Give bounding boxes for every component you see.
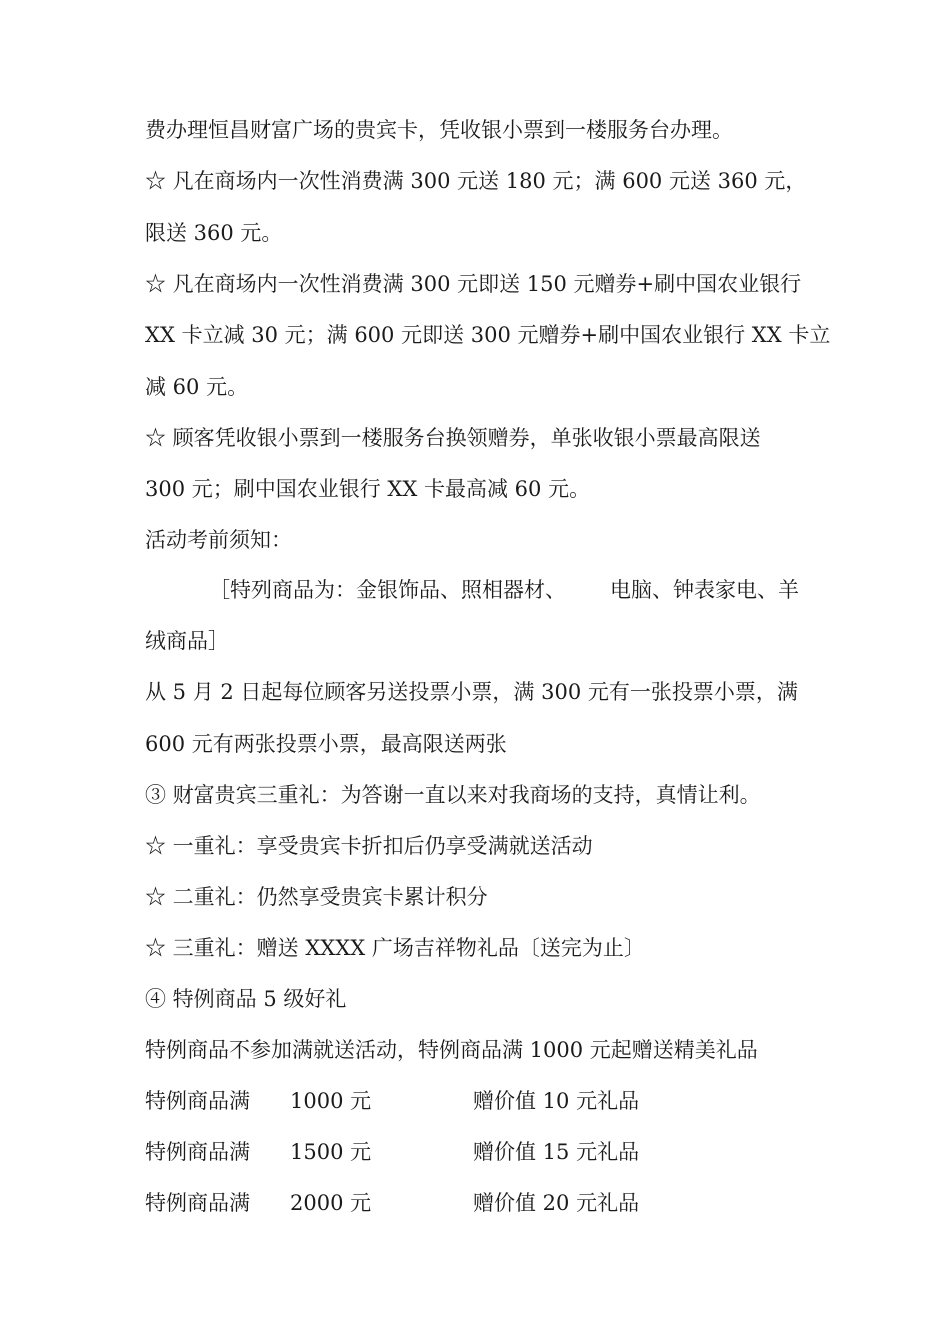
gift-table-row [145, 1188, 825, 1218]
special-items-cont: 绒商品］ [145, 629, 229, 653]
gift-amount: 1500 元 [290, 1140, 372, 1164]
text-line: 从 5 月 2 日起每位顾客另送投票小票，满 300 元有一张投票小票，满 [145, 680, 798, 704]
text-line: ☆ 凡在商场内一次性消费满 300 元送 180 元；满 600 元送 360 元， [145, 169, 807, 193]
gift-amount: 2000 元 [290, 1191, 372, 1215]
text-line: ☆ 三重礼：赠送 XXXX 广场吉祥物礼品〔送完为止〕 [145, 936, 645, 960]
special-items-line [209, 575, 889, 605]
text-line: ☆ 凡在商场内一次性消费满 300 元即送 150 元赠券+刷中国农业银行 [145, 272, 802, 296]
text-line: 限送 360 元。 [145, 221, 283, 245]
gift-label: 特例商品满 [145, 1089, 250, 1113]
text-line: ④ 特例商品 5 级好礼 [145, 987, 347, 1011]
text-line: 300 元；刷中国农业银行 XX 卡最高减 60 元。 [145, 477, 591, 501]
text-line: ☆ 二重礼：仍然享受贵宾卡累计积分 [145, 885, 488, 909]
text-line: XX 卡立减 30 元；满 600 元即送 300 元赠券+刷中国农业银行 XX 卡立 [145, 323, 831, 347]
text-line: 600 元有两张投票小票，最高限送两张 [145, 732, 507, 756]
gift-value: 赠价值 10 元礼品 [473, 1089, 640, 1113]
gift-label: 特例商品满 [145, 1140, 250, 1164]
text-line: ☆ 顾客凭收银小票到一楼服务台换领赠券，单张收银小票最高限送 [145, 426, 761, 450]
text-line: 特例商品不参加满就送活动，特例商品满 1000 元起赠送精美礼品 [145, 1038, 758, 1062]
special-items-part2: 电脑、钟表家电、羊 [610, 578, 799, 602]
gift-amount: 1000 元 [290, 1089, 372, 1113]
text-line: 费办理恒昌财富广场的贵宾卡，凭收银小票到一楼服务台办理。 [145, 118, 733, 142]
gift-table-row [145, 1086, 825, 1116]
text-line: ☆ 一重礼：享受贵宾卡折扣后仍享受满就送活动 [145, 834, 593, 858]
gift-label: 特例商品满 [145, 1191, 250, 1215]
gift-value: 赠价值 20 元礼品 [473, 1191, 640, 1215]
section-heading: 活动考前须知： [145, 528, 292, 552]
special-items-part1: ［特列商品为：金银饰品、照相器材、 [209, 578, 566, 602]
text-line: 减 60 元。 [145, 375, 249, 399]
gift-value: 赠价值 15 元礼品 [473, 1140, 640, 1164]
text-line: ③ 财富贵宾三重礼：为答谢一直以来对我商场的支持，真情让利。 [145, 783, 761, 807]
gift-table-row [145, 1137, 825, 1167]
